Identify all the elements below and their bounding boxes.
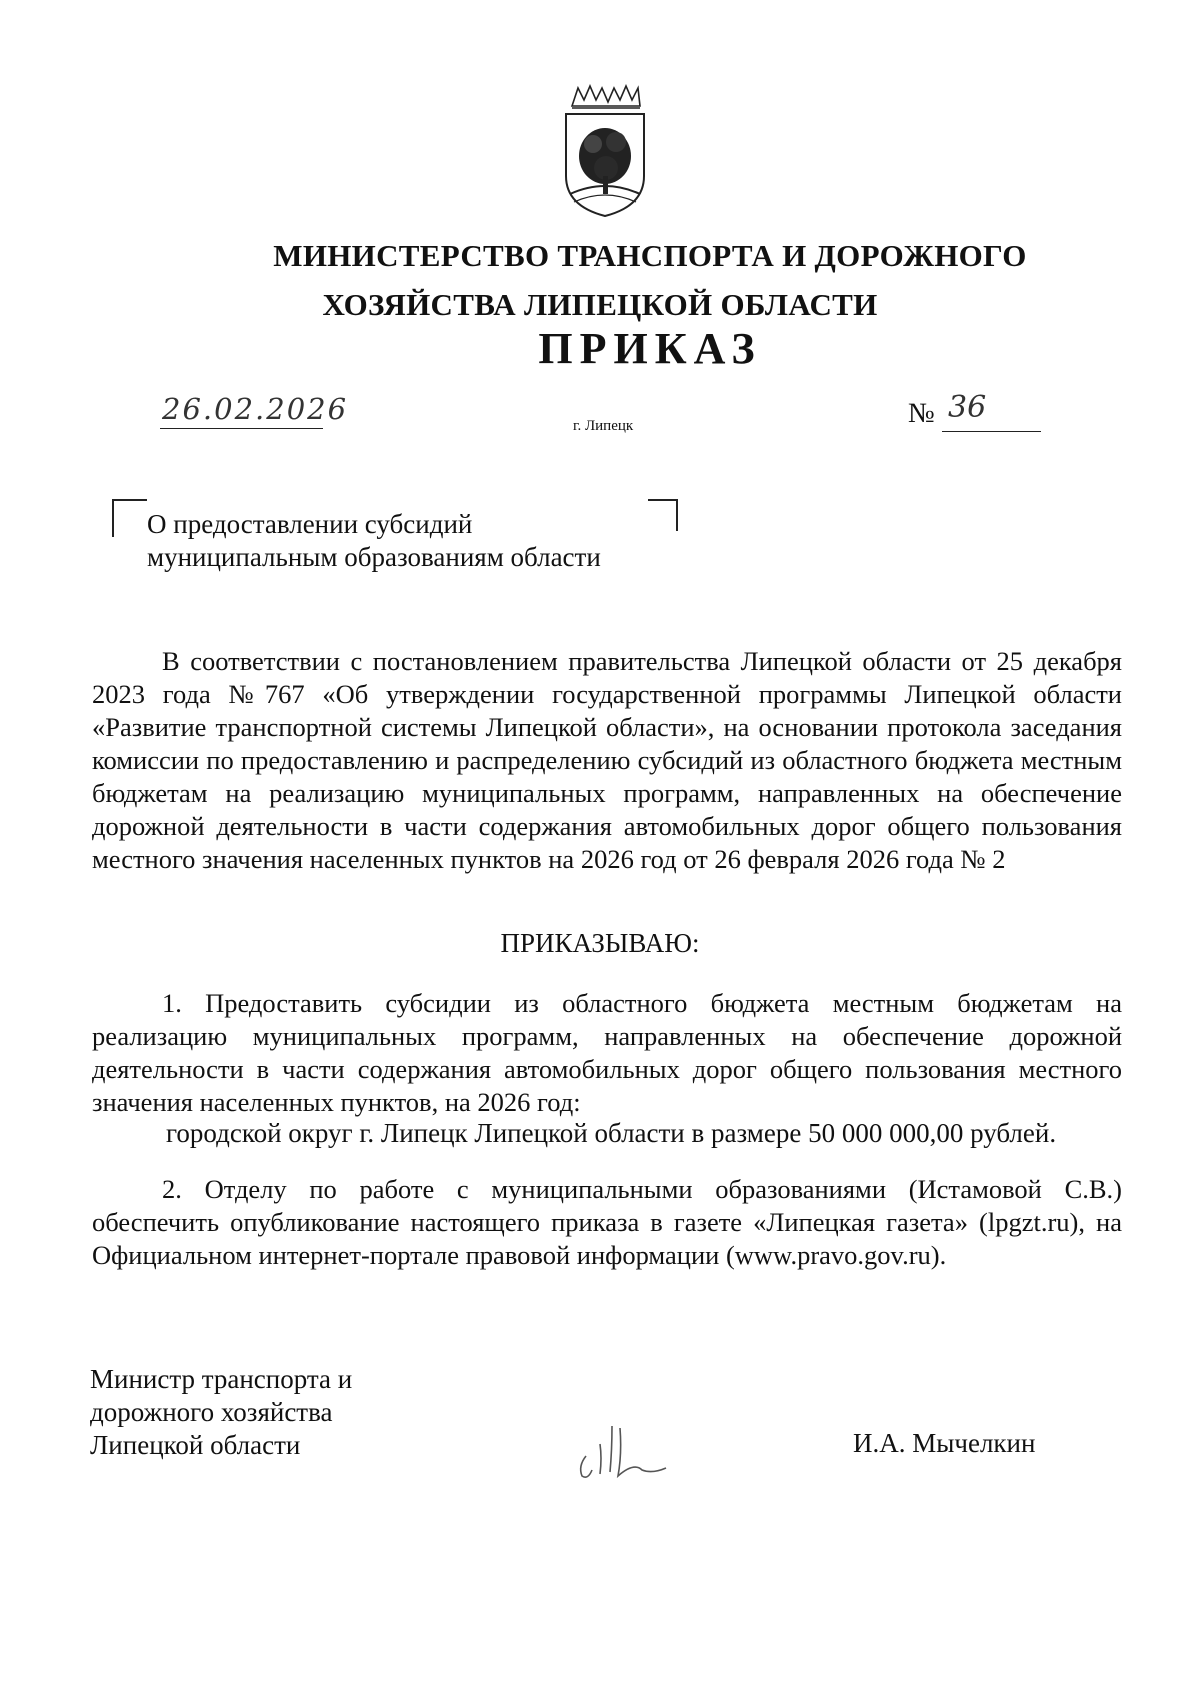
signer-position bbox=[90, 1363, 352, 1462]
ministry-name-line2: ХОЗЯЙСТВА ЛИПЕЦКОЙ ОБЛАСТИ bbox=[322, 287, 878, 322]
signer-position-line-1: Министр транспорта и bbox=[90, 1364, 353, 1394]
document-type-title: ПРИКАЗ bbox=[538, 324, 762, 373]
order-subject bbox=[147, 508, 601, 574]
subject-line-1: О предоставлении субсидий bbox=[147, 509, 473, 539]
subject-line-2: муниципальным образованиям области bbox=[147, 542, 601, 572]
number-underline bbox=[942, 431, 1041, 432]
item-1-paragraph: 1. Предоставить субсидии из областного бюджета местным бюджетам на реализацию муниципальных программ, направленных на обеспечение дорожной деятельности в части содержания автомобильных дорог общего пользования местного значения населенных пунктов, на 2026 год: bbox=[92, 988, 1122, 1117]
signer-position-line-2: дорожного хозяйства bbox=[90, 1397, 333, 1427]
order-date: 26.02.2026 bbox=[162, 392, 349, 426]
ministry-name-line1: МИНИСТЕРСТВО ТРАНСПОРТА И ДОРОЖНОГО bbox=[273, 238, 1027, 273]
preamble-paragraph: В соответствии с постановлением правительства Липецкой области от 25 декабря 2023 года №767 «Об утверждении государственной программы Липецкой области «Развитие транспортной системы Липецкой области», на основании протокола заседания комиссии по предоставлению и распределению субсидий из областного бюджета местным бюджетам на реализацию муниципальных программ, направленных на обеспечение дорожной деятельности в части содержания автомобильных дорог общего пользования местного значения населенных пунктов на 2026 год от 26 февраля 2026 года № 2 bbox=[92, 646, 1122, 874]
city-label: г. Липецк bbox=[573, 418, 634, 434]
handwritten-signature bbox=[572, 1418, 682, 1483]
coat-of-arms-emblem bbox=[560, 84, 650, 218]
subject-bracket-right bbox=[648, 499, 678, 531]
item-2-paragraph: 2. Отделу по работе с муниципальными образованиями (Истамовой С.В.) обеспечить опубликование настоящего приказа в газете «Липецкая газета» (lpgzt.ru), на Официальном интернет-портале правовой информации (www.pravo.gov.ru). bbox=[92, 1174, 1122, 1270]
subject-bracket-left bbox=[112, 499, 147, 537]
order-number: 36 bbox=[948, 390, 987, 425]
command-heading: ПРИКАЗЫВАЮ: bbox=[500, 928, 700, 958]
date-underline bbox=[160, 428, 323, 429]
number-label: № bbox=[908, 398, 935, 429]
signer-position-line-3: Липецкой области bbox=[90, 1430, 301, 1460]
signer-name: И.А. Мычелкин bbox=[853, 1428, 1036, 1458]
item-1-detail: городской округ г. Липецк Липецкой области в размере 50 000 000,00 рублей. bbox=[166, 1118, 1057, 1148]
